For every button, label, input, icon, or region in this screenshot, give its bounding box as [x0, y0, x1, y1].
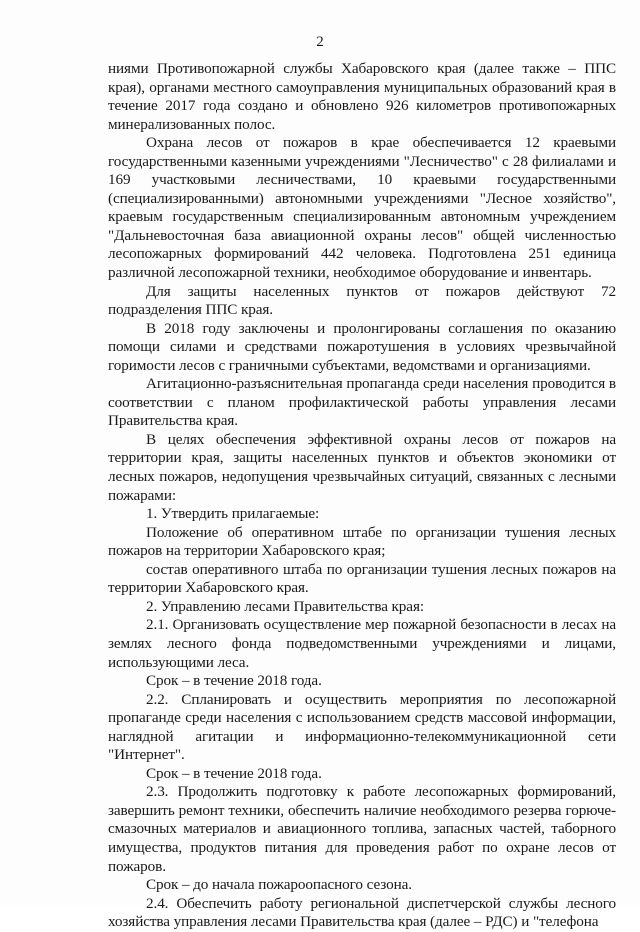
- document-body: [108, 60, 616, 932]
- item-2-1-deadline: Срок – в течение 2018 года.: [146, 672, 322, 690]
- item-1-regulation: Положение об оперативном штабе по организации тушения лесных пожаров на территории Хабаровского края;: [108, 523, 616, 560]
- item-2-1: 2.1. Организовать осуществление мер пожарной безопасности в лесах на землях лесного фонда подведомственными учреждениями и лицами, использующими леса.: [108, 616, 616, 671]
- paragraph-purpose: В целях обеспечения эффективной охраны лесов от пожаров на территории края, защиты населенных пунктов и объектов экономики от лесных пожаров, недопущения чрезвычайных ситуаций, связанных с лесными пожарами:: [108, 430, 616, 504]
- paragraph-continuation: ниями Противопожарной службы Хабаровского края (далее также – ППС края), органами местного самоуправления муниципальных образований края в течение 2017 года создано и обновлено 926 километров противопожарных минерализованных полос.: [108, 60, 616, 133]
- item-1-composition: состав оперативного штаба по организации тушения лесных пожаров на территории Хабаровского края.: [108, 560, 616, 597]
- item-1: 1. Утвердить прилагаемые:: [146, 505, 320, 523]
- item-2-3: 2.3. Продолжить подготовку к работе лесопожарных формирований, завершить ремонт техники, обеспечить наличие необходимого резерва горюче-смазочных материалов и авиационного топлива, запасных частей, таборного имущества, продуктов питания для проведения работ по охране лесов от пожаров.: [108, 783, 616, 875]
- paragraph-propaganda: Агитационно-разъяснительная пропаганда среди населения проводится в соответствии с планом профилактической работы управления лесами Правительства края.: [108, 375, 616, 430]
- paragraph-agreements: В 2018 году заключены и пролонгированы соглашения по оказанию помощи силами и средствами пожаротушения в условиях чрезвычайной горимости лесов с граничными субъектами, ведомствами и организациями.: [108, 319, 616, 374]
- item-2-3-deadline: Срок – до начала пожароопасного сезона.: [146, 876, 412, 894]
- paragraph-settlement-protection: Для защиты населенных пунктов от пожаров действуют 72 подразделения ППС края.: [108, 282, 616, 319]
- item-2: 2. Управлению лесами Правительства края:: [146, 597, 424, 615]
- item-2-2: 2.2. Спланировать и осуществить мероприятия по лесопожарной пропаганде среди населения с использованием средств массовой информации, наглядной агитации и информационно-телекоммуникационной сети "Интернет".: [108, 690, 616, 764]
- page-number: 2: [316, 34, 324, 50]
- paragraph-forest-protection: Охрана лесов от пожаров в крае обеспечивается 12 краевыми государственными казенными учреждениями "Лесничество" с 28 филиалами и 169 участковыми лесничествами, 10 краевыми государственными (специализированными) автономными учреждениями "Лесное хозяйство", краевым государственным специализированным автономным учреждением "Дальневосточная база авиационной охраны лесов" общей численностью лесопожарных формирований 442 человека. Подготовлена 251 единица различной лесопожарной техники, необходимое оборудование и инвентарь.: [108, 134, 616, 282]
- item-2-4: 2.4. Обеспечить работу региональной диспетчерской службы лесного хозяйства управления лесами Правительства края (далее – РДС) и "телефона: [108, 894, 616, 931]
- item-2-2-deadline: Срок – в течение 2018 года.: [146, 764, 322, 782]
